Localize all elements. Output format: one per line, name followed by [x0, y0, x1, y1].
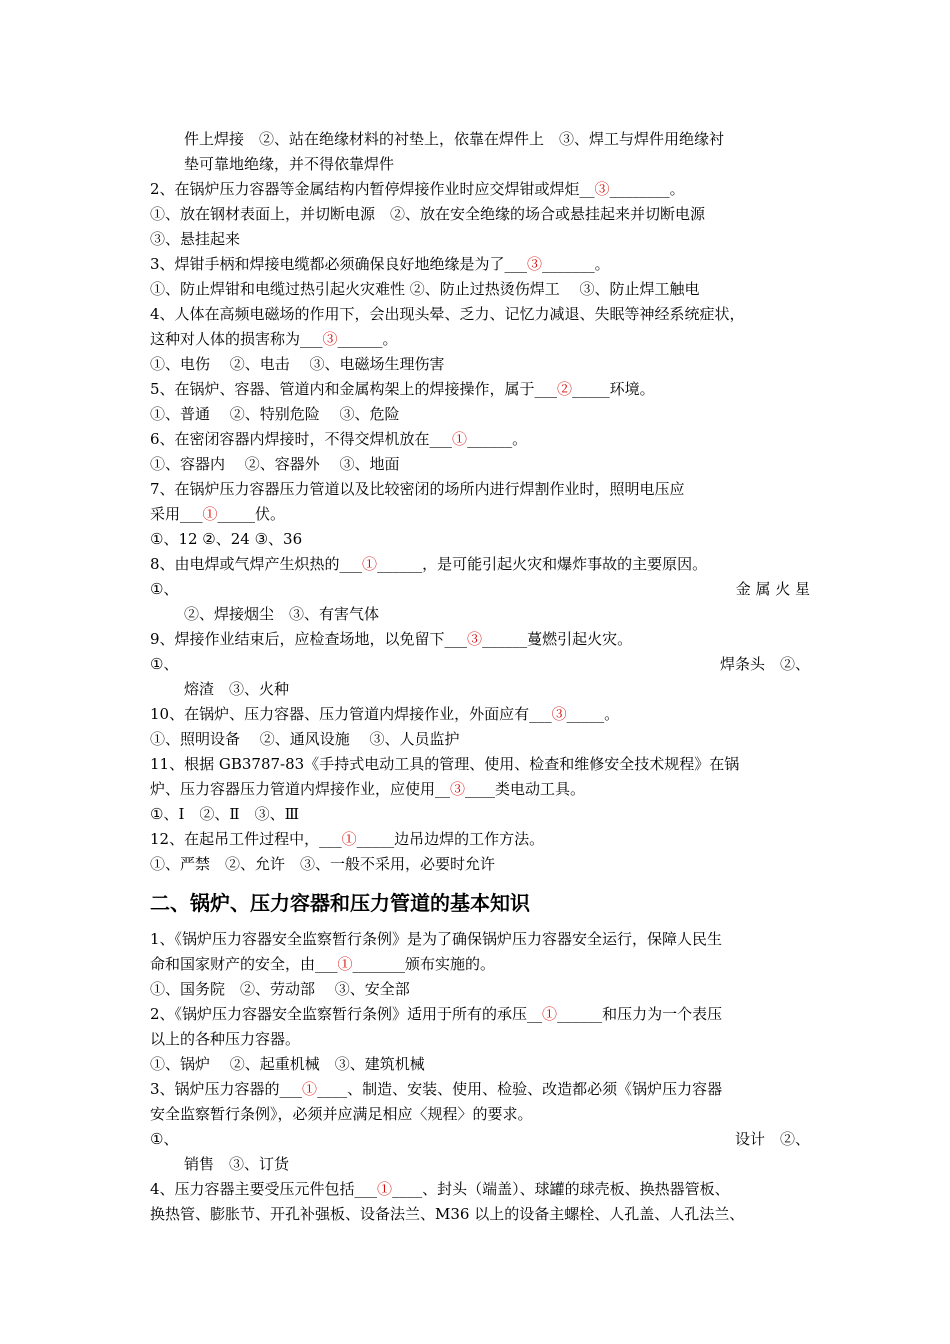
- s2-question-3-2: 安全监察暂行条例》，必须并应满足相应〈规程〉的要求。: [150, 1105, 533, 1123]
- question-2-options-2: ③、悬挂起来: [150, 230, 241, 248]
- s2-question-2: 2、《锅炉压力容器安全监察暂行条例》适用于所有的承压__①______和压力为一个表压: [150, 1005, 723, 1023]
- answer-mark: ①: [542, 1005, 558, 1023]
- question-8-options-2: ②、焊接烟尘 ③、有害气体: [184, 605, 380, 623]
- answer-mark: ③: [450, 780, 466, 798]
- answer-mark: ③: [594, 180, 610, 198]
- question-6: 6、在密闭容器内焊接时，不得交焊机放在___①______。: [150, 430, 528, 448]
- answer-mark: ①: [377, 1180, 393, 1198]
- question-10-options: ①、照明设备 ②、通风设施 ③、人员监护: [150, 730, 460, 748]
- answer-mark: ①: [341, 830, 357, 848]
- s2-question-1: 1、《锅炉压力容器安全监察暂行条例》是为了确保锅炉压力容器安全运行，保障人民生: [150, 930, 723, 948]
- question-11: 11、根据 GB3787-83《手持式电动工具的管理、使用、检查和维修安全技术规程》在锅: [150, 755, 740, 773]
- question-11-options: ①、Ⅰ ②、Ⅱ ③、Ⅲ: [150, 805, 300, 823]
- s2-question-4: 4、压力容器主要受压元件包括___①____、封头（端盖）、球罐的球壳板、换热器管板、: [150, 1180, 730, 1198]
- question-10: 10、在锅炉、压力容器、压力管道内焊接作业，外面应有___③_____。: [150, 705, 620, 723]
- question-8: 8、由电焊或气焊产生炽热的___①______，是可能引起火灾和爆炸事故的主要原因。: [150, 555, 708, 573]
- s2-question-3: 3、锅炉压力容器的___①____、制造、安装、使用、检验、改造都必须《锅炉压力容器: [150, 1080, 723, 1098]
- s2-question-1-options: ①、国务院 ②、劳动部 ③、安全部: [150, 980, 410, 998]
- question-2: 2、在锅炉压力容器等金属结构内暂停焊接作业时应交焊钳或焊炬__③________。: [150, 180, 685, 198]
- question-12: 12、在起吊工件过程中，___①_____边吊边焊的工作方法。: [150, 830, 545, 848]
- question-8-options: ①、 金 属 火 星: [150, 580, 810, 598]
- s2-question-3-options: ①、 设计 ②、: [150, 1130, 810, 1148]
- answer-mark: ①: [362, 555, 378, 573]
- question-1-continuation: 件上焊接 ②、站在绝缘材料的衬垫上，依靠在焊件上 ③、焊工与焊件用绝缘衬: [184, 130, 725, 148]
- answer-mark: ①: [302, 1080, 318, 1098]
- question-4-2: 这种对人体的损害称为___③______。: [150, 330, 398, 348]
- question-6-options: ①、容器内 ②、容器外 ③、地面: [150, 455, 400, 473]
- question-4: 4、人体在高频电磁场的作用下，会出现头晕、乏力、记忆力减退、失眠等神经系统症状，: [150, 305, 745, 323]
- question-7: 7、在锅炉压力容器压力管道以及比较密闭的场所内进行焊割作业时，照明电压应: [150, 480, 685, 498]
- answer-mark: ③: [467, 630, 483, 648]
- question-12-options: ①、严禁 ②、允许 ③、一般不采用，必要时允许: [150, 855, 496, 873]
- question-5-options: ①、普通 ②、特别危险 ③、危险: [150, 405, 400, 423]
- answer-mark: ①: [337, 955, 353, 973]
- question-5: 5、在锅炉、容器、管道内和金属构架上的焊接操作，属于___②_____环境。: [150, 380, 655, 398]
- question-3: 3、焊钳手柄和焊接电缆都必须确保良好地绝缘是为了___③_______。: [150, 255, 610, 273]
- s2-question-3-options-2: 销售 ③、订货: [184, 1155, 290, 1173]
- question-7-2: 采用___①_____伏。: [150, 505, 286, 523]
- answer-mark: ③: [322, 330, 338, 348]
- s2-question-1-2: 命和国家财产的安全，由___①_______颁布实施的。: [150, 955, 496, 973]
- question-7-options: ①、12 ②、24 ③、36: [150, 530, 303, 548]
- question-9-options-2: 熔渣 ③、火种: [184, 680, 290, 698]
- question-1-continuation-2: 垫可靠地绝缘，并不得依靠焊件: [184, 155, 395, 173]
- s2-question-2-2: 以上的各种压力容器。: [150, 1030, 301, 1048]
- document-body: [150, 127, 810, 1227]
- question-4-options: ①、电伤 ②、电击 ③、电磁场生理伤害: [150, 355, 445, 373]
- question-9-options: ①、 焊条头 ②、: [150, 655, 810, 673]
- answer-mark: ③: [527, 255, 543, 273]
- question-9: 9、焊接作业结束后，应检查场地，以免留下___③______蔓燃引起火灾。: [150, 630, 633, 648]
- section-2-title: 二、锅炉、压力容器和压力管道的基本知识: [150, 891, 530, 915]
- question-2-options: ①、放在钢材表面上，并切断电源 ②、放在安全绝缘的场合或悬挂起来并切断电源: [150, 205, 706, 223]
- answer-mark: ③: [551, 705, 567, 723]
- answer-mark: ①: [452, 430, 468, 448]
- question-3-options: ①、防止焊钳和电缆过热引起火灾难性 ②、防止过热烫伤焊工 ③、防止焊工触电: [150, 280, 700, 298]
- answer-mark: ①: [202, 505, 218, 523]
- s2-question-2-options: ①、锅炉 ②、起重机械 ③、建筑机械: [150, 1055, 425, 1073]
- s2-question-4-2: 换热管、膨胀节、开孔补强板、设备法兰、M36 以上的设备主螺栓、人孔盖、人孔法兰、: [150, 1205, 745, 1223]
- answer-mark: ②: [557, 380, 573, 398]
- question-11-2: 炉、压力容器压力管道内焊接作业，应使用__③____类电动工具。: [150, 780, 586, 798]
